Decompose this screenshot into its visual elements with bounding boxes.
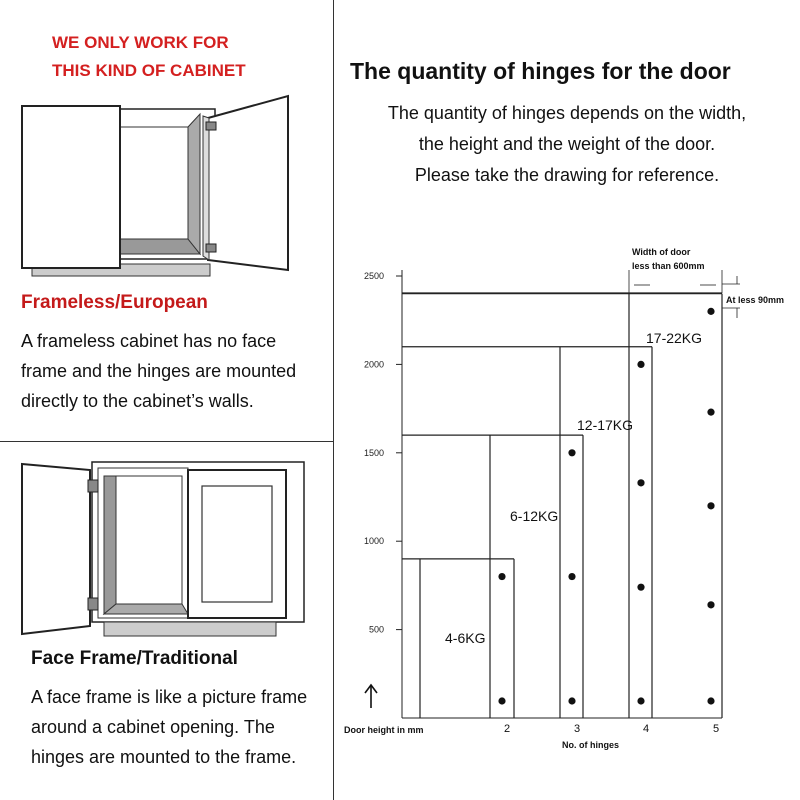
hinge-dot xyxy=(707,697,714,704)
hinge-dot xyxy=(707,409,714,416)
hinge-dot xyxy=(707,308,714,315)
face-frame-heading: Face Frame/Traditional xyxy=(31,648,238,669)
face-frame-desc-line: around a cabinet opening. The xyxy=(31,717,275,737)
notice-text xyxy=(52,29,246,85)
hinge-dot xyxy=(707,601,714,608)
frameless-desc-line: frame and the hinges are mounted xyxy=(21,361,297,381)
face-frame-description xyxy=(31,682,307,772)
hinge-chart xyxy=(334,230,800,800)
hinge-dot xyxy=(568,449,575,456)
width-note: less than 600mm xyxy=(632,261,705,271)
hinge-dot xyxy=(637,584,644,591)
y-tick-label: 500 xyxy=(368,624,384,635)
page-title: The quantity of hinges for the door xyxy=(350,58,731,84)
right-desc-line: The quantity of hinges depends on the width, xyxy=(387,103,747,123)
y-tick-label: 2500 xyxy=(363,271,384,281)
hinge-dot xyxy=(707,502,714,509)
horizontal-divider xyxy=(0,441,333,442)
frameless-desc-line: directly to the cabinet’s walls. xyxy=(21,391,254,411)
frameless-cabinet-illustration xyxy=(20,94,310,286)
hinge-dot xyxy=(637,697,644,704)
hinge-dot xyxy=(568,697,575,704)
face-frame-cabinet-illustration xyxy=(20,456,310,644)
y-tick-label: 1500 xyxy=(363,447,384,458)
frameless-description xyxy=(21,326,296,416)
right-description xyxy=(344,98,790,191)
notice-line-2: THIS KIND OF CABINET xyxy=(52,61,246,80)
x-tick-label: 4 xyxy=(642,723,650,735)
y-axis-title: Door height in mm xyxy=(344,725,424,735)
hinge-dot xyxy=(637,361,644,368)
x-axis-title: No. of hinges xyxy=(562,740,619,750)
face-frame-desc-line: hinges are mounted to the frame. xyxy=(31,747,297,767)
hinge-dot xyxy=(498,573,505,580)
x-tick-label: 2 xyxy=(503,723,511,735)
hinge-dot xyxy=(498,697,505,704)
frameless-heading: Frameless/European xyxy=(21,292,208,313)
hinge-dot xyxy=(568,573,575,580)
notice-line-1: WE ONLY WORK FOR xyxy=(52,33,229,52)
weight-label: 12-17KG xyxy=(577,417,634,433)
x-tick-label: 3 xyxy=(573,723,581,735)
face-frame-desc-line: A face frame is like a picture frame xyxy=(31,687,308,707)
y-tick-label: 1000 xyxy=(363,536,384,547)
right-desc-line: the height and the weight of the door. xyxy=(418,134,716,154)
weight-label: 17-22KG xyxy=(646,330,703,346)
weight-label: 6-12KG xyxy=(510,508,559,524)
right-desc-line: Please take the drawing for reference. xyxy=(414,165,720,185)
width-note: Width of door xyxy=(632,247,691,257)
y-tick-label: 2000 xyxy=(363,359,384,370)
x-tick-label: 5 xyxy=(712,723,720,735)
frameless-desc-line: A frameless cabinet has no face xyxy=(21,331,277,351)
hinge-dot xyxy=(637,479,644,486)
weight-label: 4-6KG xyxy=(445,630,486,646)
margin-note: At less 90mm xyxy=(726,295,785,305)
